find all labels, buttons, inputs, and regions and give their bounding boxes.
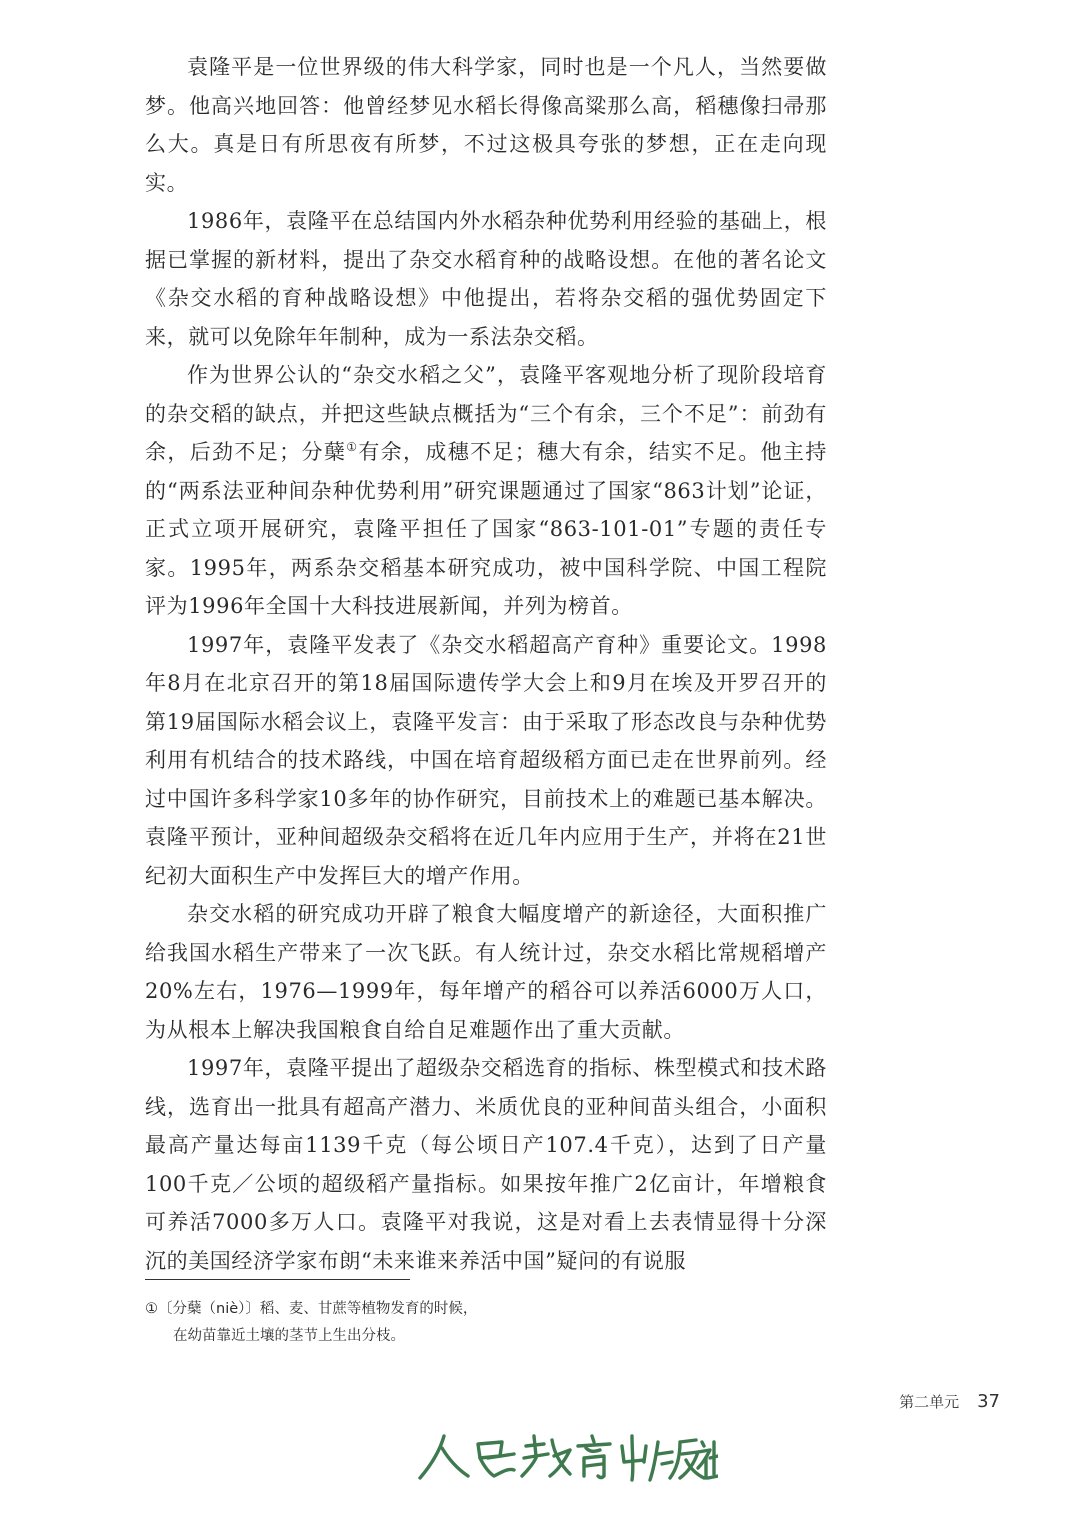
paragraph-text: 作为世界公认的“杂交水稻之父”，袁隆平客观地分析了现阶段培育的杂交稻的缺点，并把这些缺点概括为“三个有余，三个不足”：前劲有余，后劲不足；分蘖 — [145, 363, 827, 464]
paragraph: 杂交水稻的研究成功开辟了粮食大幅度增产的新途径，大面积推广给我国水稻生产带来了一次飞跃。有人统计过，杂交水稻比常规稻增产20%左右，1976—1999年，每年增产的稻谷可以养活6000万人口，为从根本上解决我国粮食自给自足难题作出了重大贡献。 — [145, 902, 827, 1042]
page-number: 37 — [977, 1391, 1000, 1412]
paragraph — [145, 356, 827, 626]
paragraph-text: 有余，成穗不足；穗大有余，结实不足。他主持的“两系法亚种间杂种优势利用”研究课题通过了国家“863计划”论证，正式立项开展研究，袁隆平担任了国家“863-101-01”专题的责任专家。1995年，两系杂交稻基本研究成功，被中国科学院、中国工程院评为1996年全国十大科技进展新闻，并列为榜首。 — [145, 440, 827, 618]
footnote — [145, 1296, 745, 1350]
page-footer — [899, 1391, 1000, 1412]
footnote-line: 在幼苗靠近土壤的茎节上生出分枝。 — [173, 1328, 405, 1344]
footnote-reference[interactable]: ① — [346, 440, 359, 454]
paragraph: 1997年，袁隆平提出了超级杂交稻选育的指标、株型模式和技术路线，选育出一批具有超高产潜力、米质优良的亚种间苗头组合，小面积最高产量达每亩1139千克（每公顷日产107.4千克），达到了日产量100千克／公顷的超级稻产量指标。如果按年推广2亿亩计，年增粮食可养活7000多万人口。袁隆平对我说，这是对看上去表情显得十分深沉的美国经济学家布朗“未来谁来养活中国”疑问的有说服 — [145, 1056, 827, 1273]
paragraph: 袁隆平是一位世界级的伟大科学家，同时也是一个凡人，当然要做梦。他高兴地回答：他曾经梦见水稻长得像高粱那么高，稻穗像扫帚那么大。真是日有所思夜有所梦，不过这极具夸张的梦想，正在走向现实。 — [145, 55, 827, 195]
article-body — [145, 48, 827, 1280]
publisher-logo-icon — [418, 1428, 718, 1488]
footnote-line: ①〔分蘖（niè）〕稻、麦、甘蔗等植物发育的时候， — [145, 1301, 478, 1317]
footnote-divider — [145, 1279, 410, 1280]
paragraph: 1986年，袁隆平在总结国内外水稻杂种优势利用经验的基础上，根据已掌握的新材料，提出了杂交水稻育种的战略设想。在他的著名论文《杂交水稻的育种战略设想》中他提出，若将杂交稻的强优势固定下来，就可以免除年年制种，成为一系法杂交稻。 — [145, 209, 827, 349]
paragraph: 1997年，袁隆平发表了《杂交水稻超高产育种》重要论文。1998年8月在北京召开的第18届国际遗传学大会上和9月在埃及开罗召开的第19届国际水稻会议上，袁隆平发言：由于采取了形态改良与杂种优势利用有机结合的技术路线，中国在培育超级稻方面已走在世界前列。经过中国许多科学家10多年的协作研究，目前技术上的难题已基本解决。袁隆平预计，亚种间超级杂交稻将在近几年内应用于生产，并将在21世纪初大面积生产中发挥巨大的增产作用。 — [145, 632, 827, 888]
unit-label: 第二单元 — [899, 1393, 960, 1411]
